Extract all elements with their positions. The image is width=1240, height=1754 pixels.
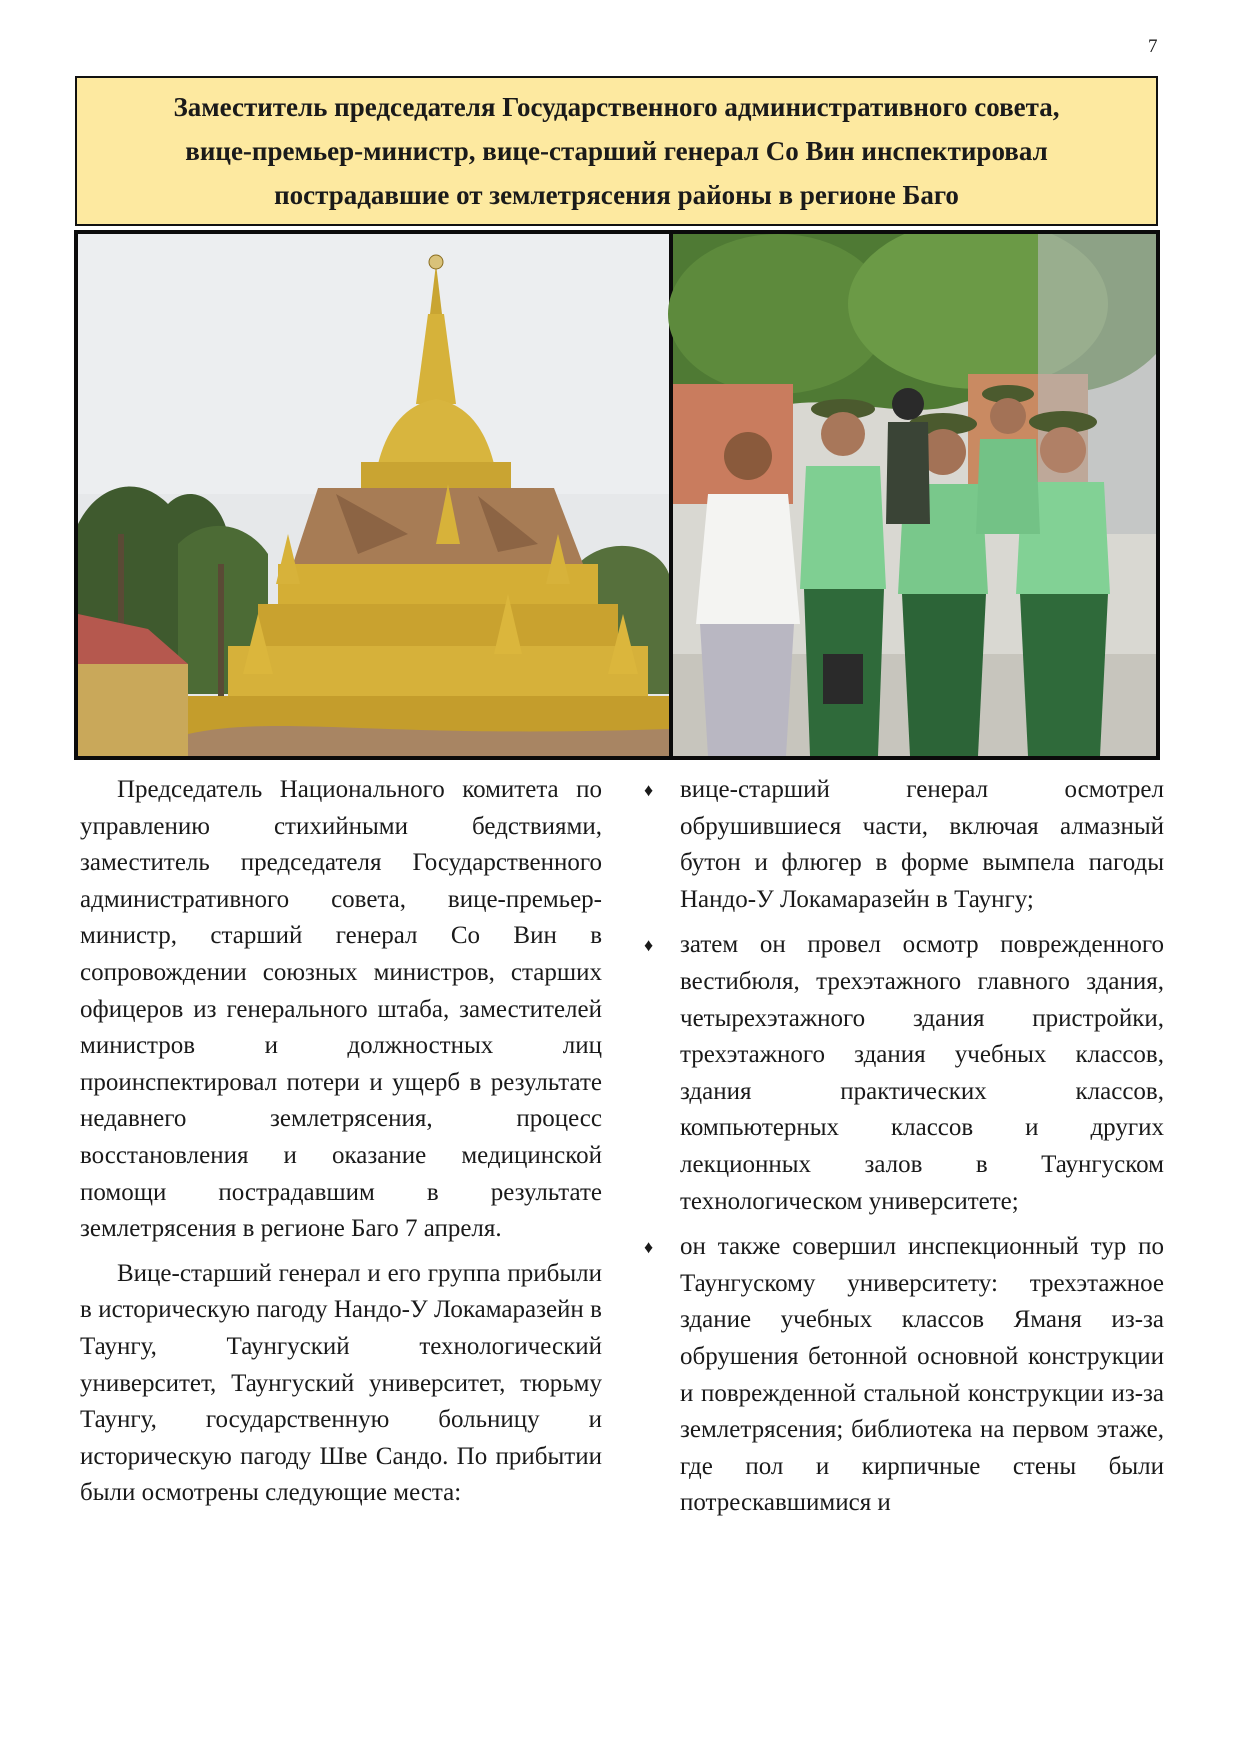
officials-photo bbox=[668, 234, 1156, 756]
pagoda-photo bbox=[78, 234, 669, 756]
list-item-text: он также совершил инспекционный тур по Таунгускому университету: трехэтажное здание учебных классов Яманя из-за обрушения бетонной основной конструкции и поврежденной стальной конструкции из-за землетрясения; библиотека на первом этаже, где пол и кирпичные стены были потрескавшимися и bbox=[680, 1233, 1164, 1517]
headline-line: пострадавшие от землетрясения районы в регионе Баго bbox=[274, 180, 959, 210]
list-item bbox=[644, 772, 1164, 918]
right-column bbox=[646, 772, 1164, 1531]
headline-line: Заместитель председателя Государственного административного совета, bbox=[173, 92, 1060, 122]
list-item bbox=[644, 1229, 1164, 1522]
bullet-list bbox=[646, 772, 1164, 1522]
left-column bbox=[80, 772, 602, 1520]
diamond-bullet-icon: ♦ bbox=[644, 780, 654, 800]
body-paragraph: Вице-старший генерал и его группа прибыли в историческую пагоду Нандо-У Локамаразейн в Таунгу, Таунгуский технологический университет, Таунгуский университет, тюрьму Таунгу, государственную больницу и историческую пагоду Шве Сандо. По прибытии были осмотрены следующие места: bbox=[80, 1259, 602, 1507]
diamond-bullet-icon: ♦ bbox=[644, 1237, 654, 1258]
headline bbox=[156, 85, 1078, 217]
photo-frame bbox=[74, 230, 1160, 760]
list-item-text: вице-старший генерал осмотрел обрушившиеся части, включая алмазный бутон и флюгер в форме вымпела пагоды Нандо-У Локамаразейн в Таунгу; bbox=[680, 776, 1164, 913]
page-number: 7 bbox=[1148, 36, 1158, 57]
headline-box bbox=[75, 76, 1158, 226]
list-item bbox=[644, 927, 1164, 1220]
body-paragraph: Председатель Национального комитета по управлению стихийными бедствиями, заместитель председателя Государственного административного совета, вице-премьер-министр, старший генерал Со Вин в сопровождении союзных министров, старших офицеров из генерального штаба, заместителей министров и должностных лиц проинспектировал потери и ущерб в результате недавнего землетрясения, процесс восстановления и оказание медицинской помощи пострадавшим в результате землетрясения в регионе Баго 7 апреля. bbox=[80, 776, 602, 1243]
list-item-text: затем он провел осмотр поврежденного вестибюля, трехэтажного главного здания, четырехэтажного здания пристройки, трехэтажного здания учебных классов, здания практических классов, компьютерных классов и других лекционных залов в Таунгуском технологическом университете; bbox=[680, 931, 1164, 1215]
diamond-bullet-icon: ♦ bbox=[644, 935, 654, 956]
headline-line: вице-премьер-министр, вице-старший генерал Со Вин инспектировал bbox=[185, 136, 1048, 166]
